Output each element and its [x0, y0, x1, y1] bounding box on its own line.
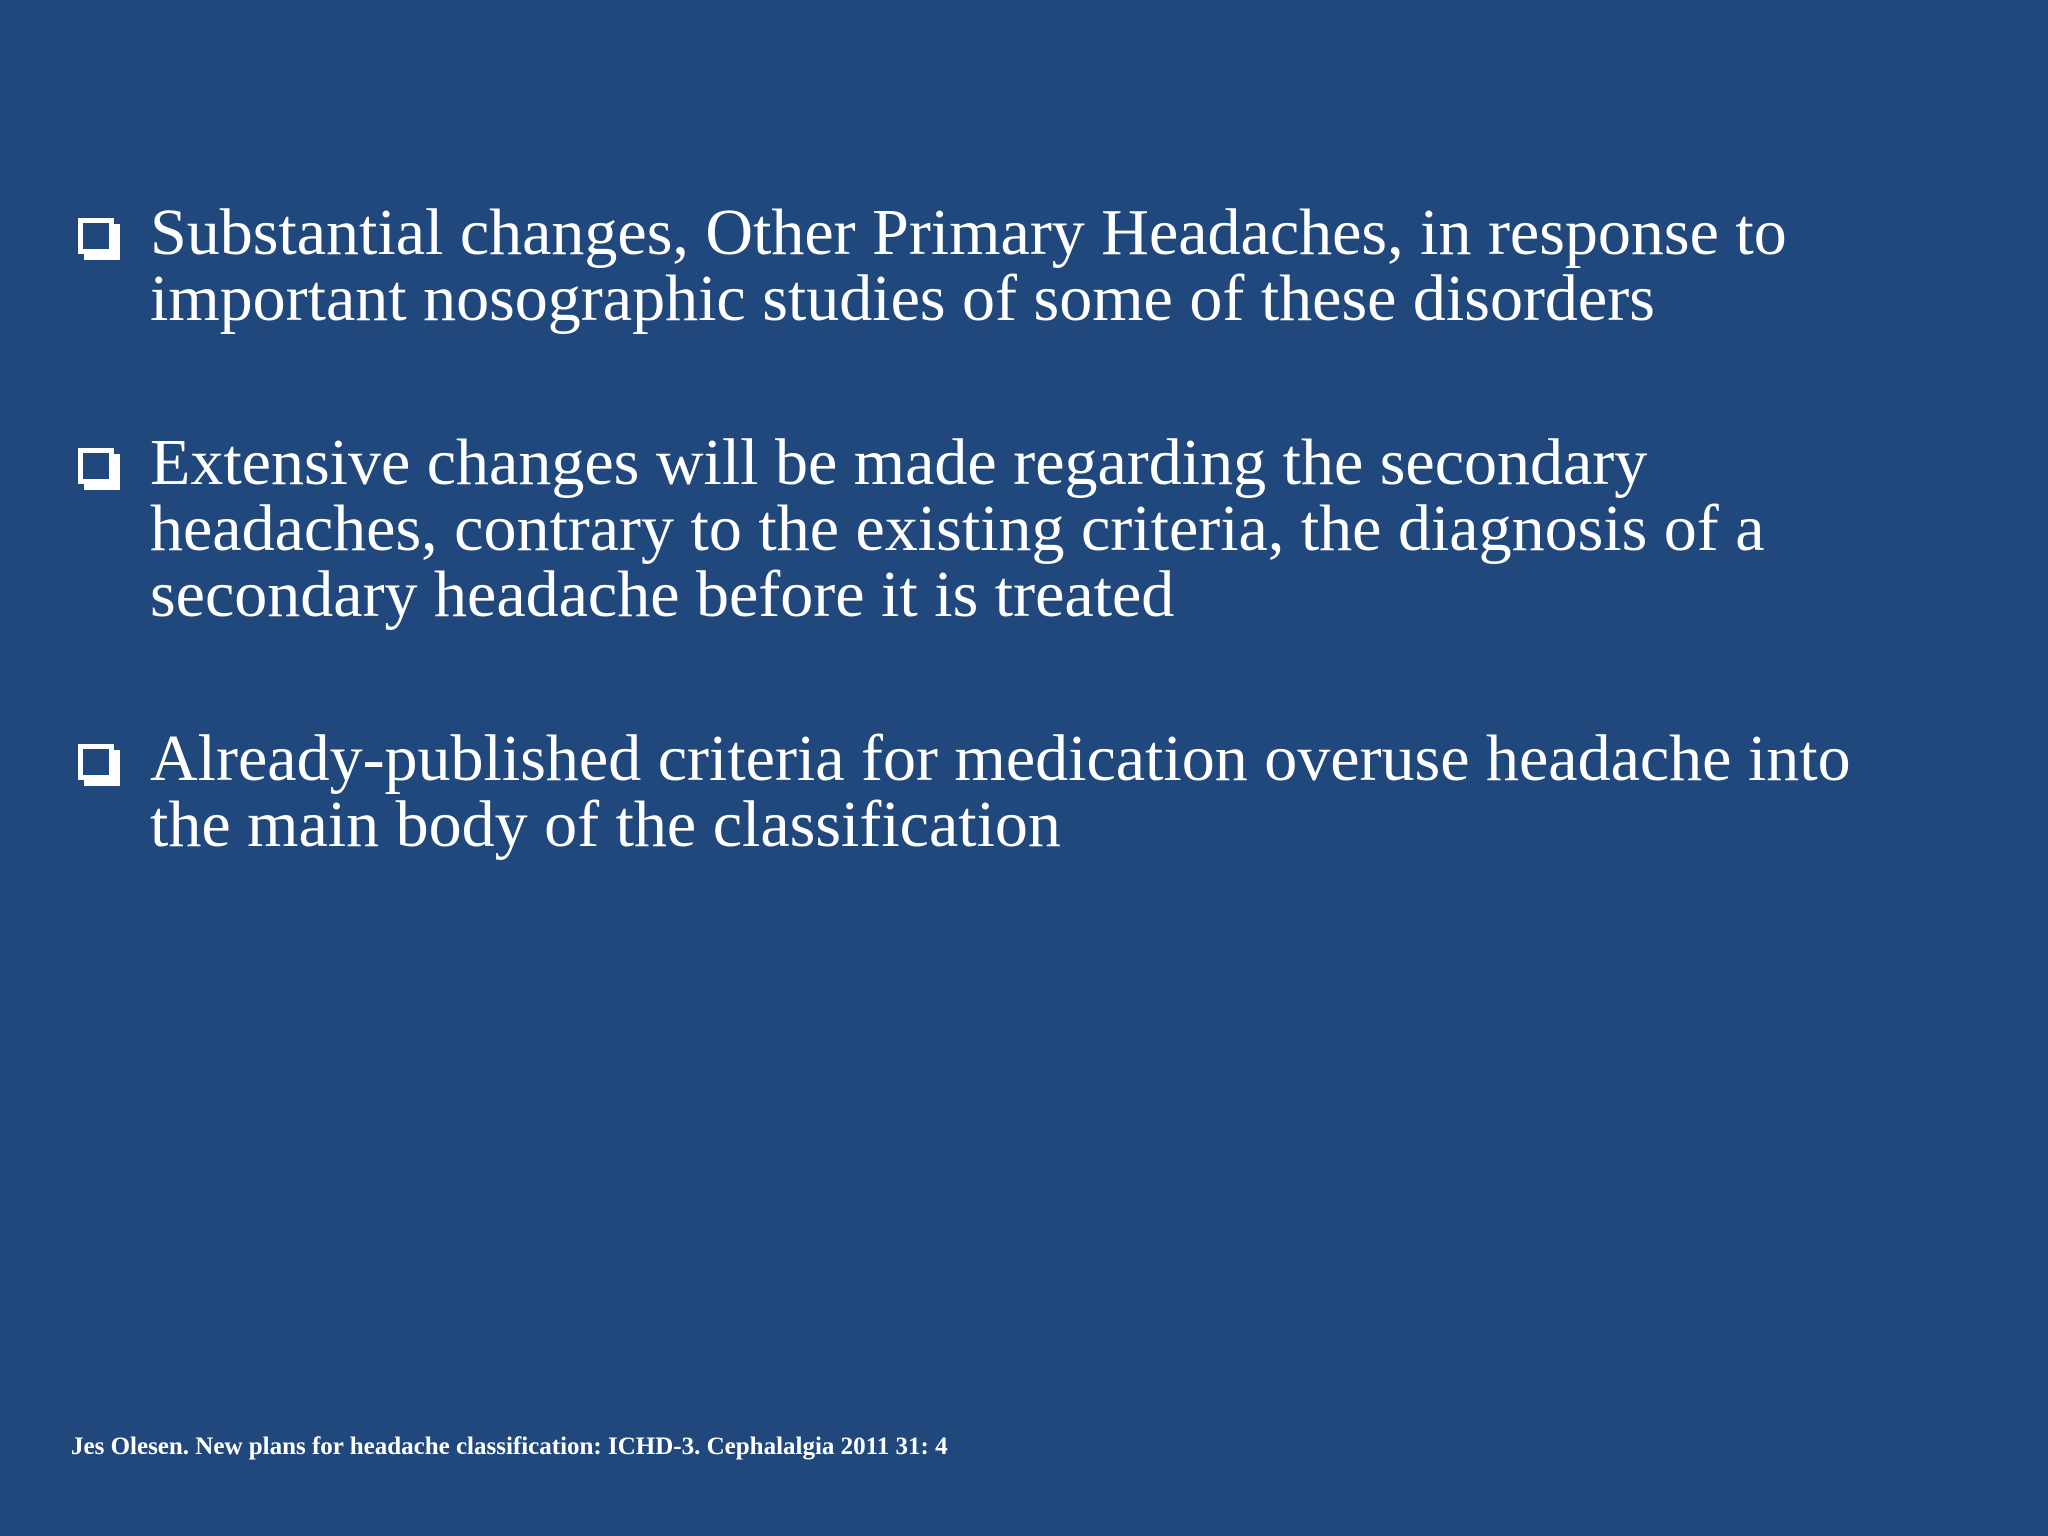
bullet-text: [150, 426, 1994, 631]
checkbox-icon: [78, 744, 114, 780]
bullet-item: [74, 196, 1994, 335]
bullet-item: [74, 426, 1994, 631]
bullet-text: [150, 722, 1994, 861]
bullet-line: important nosographic studies of some of these disorders: [150, 262, 1655, 335]
bullet-text: [150, 196, 1994, 335]
bullet-item: [74, 722, 1994, 861]
bullet-line: Extensive changes will be made regarding the secondary: [150, 426, 1648, 499]
bullet-line: headaches, contrary to the existing criteria, the diagnosis of a: [150, 492, 1765, 565]
bullet-line: the main body of the classification: [150, 788, 1061, 861]
bullet-line: Substantial changes, Other Primary Headaches, in response to: [150, 196, 1787, 269]
checkbox-icon: [78, 218, 114, 254]
bullet-list: [74, 196, 1994, 861]
checkbox-icon: [78, 448, 114, 484]
citation: Jes Olesen. New plans for headache classification: ICHD-3. Cephalalgia 2011 31: 4: [71, 1433, 948, 1460]
bullet-line: secondary headache before it is treated: [150, 558, 1175, 631]
bullet-line: Already-published criteria for medication overuse headache into: [150, 722, 1851, 795]
